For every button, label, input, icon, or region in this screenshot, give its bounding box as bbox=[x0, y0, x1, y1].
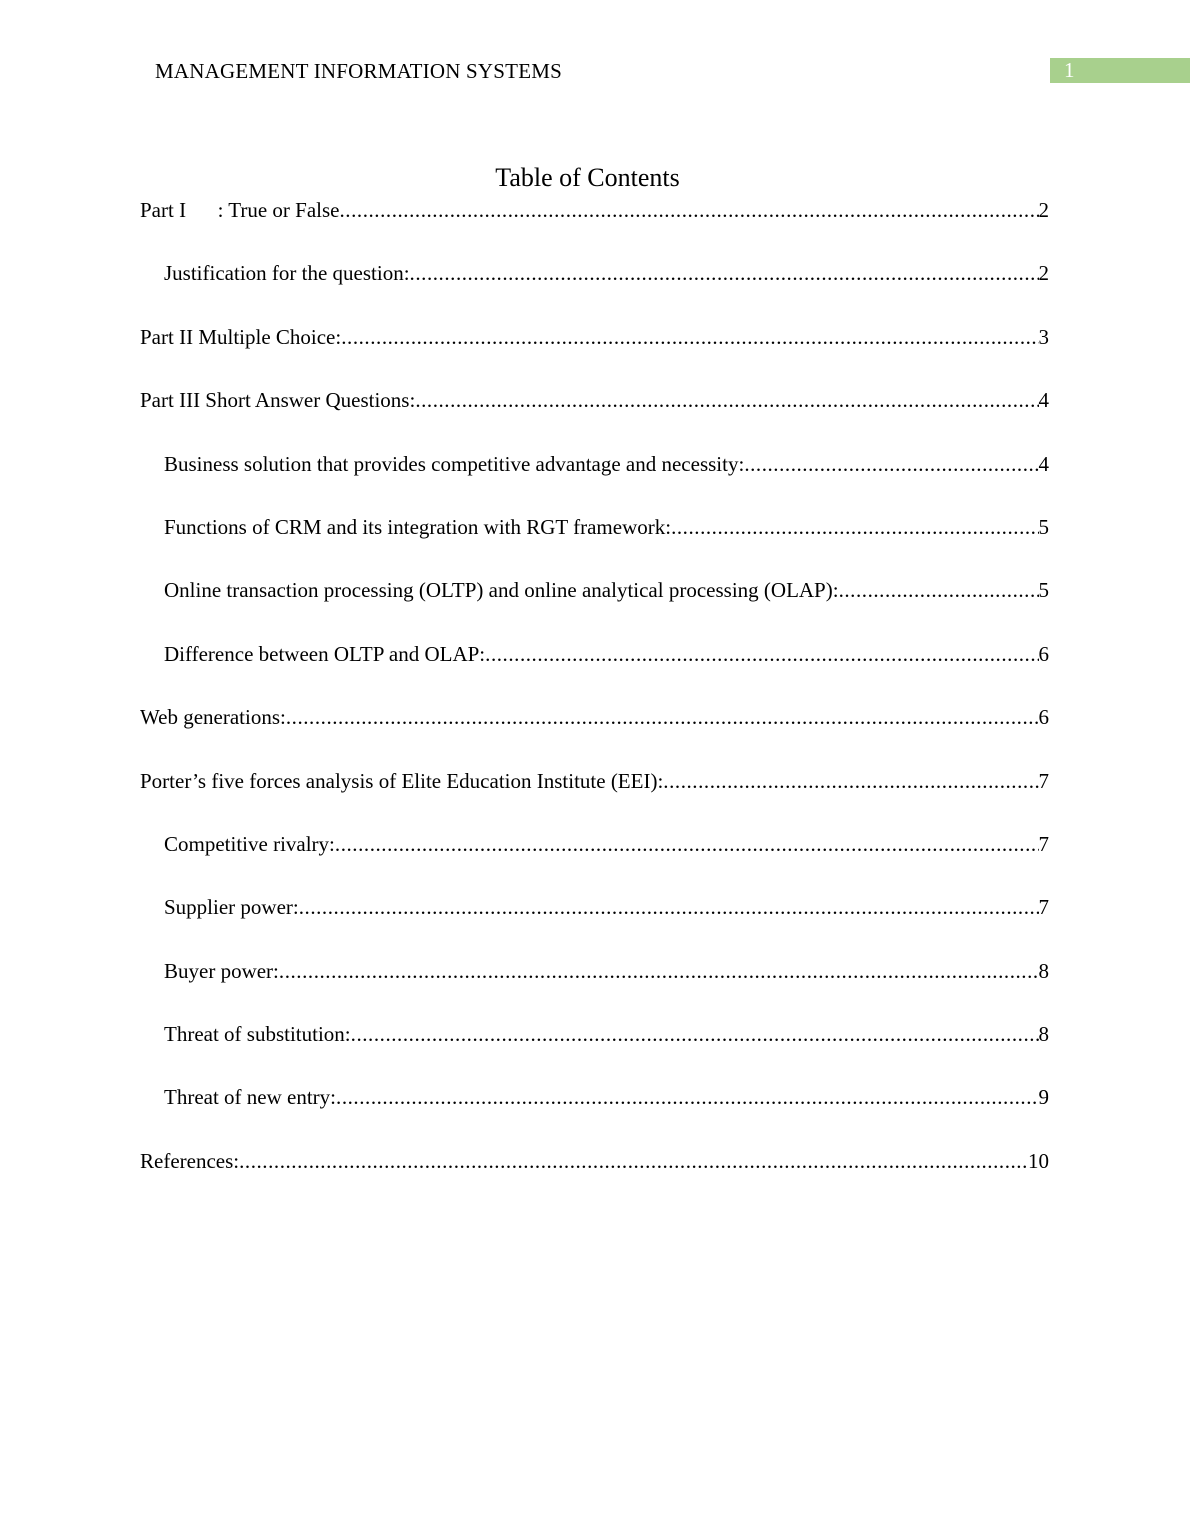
toc-dot-leader bbox=[415, 385, 1038, 415]
toc-entry[interactable] bbox=[140, 1019, 1049, 1082]
toc-entry-text[interactable]: Part I : True or False bbox=[140, 198, 340, 222]
toc-entry-page[interactable]: 6 bbox=[1038, 641, 1049, 666]
toc-entry-page[interactable]: 7 bbox=[1038, 831, 1049, 856]
toc-title: Table of Contents bbox=[495, 163, 680, 192]
toc-entry[interactable] bbox=[140, 1082, 1049, 1145]
toc-dot-leader bbox=[839, 575, 1039, 605]
toc-entry[interactable] bbox=[140, 956, 1049, 1019]
toc-entry-text[interactable]: References: bbox=[140, 1148, 240, 1173]
page-number: 1 bbox=[1064, 58, 1075, 82]
toc-entry-page[interactable]: 4 bbox=[1038, 388, 1049, 413]
toc-entry-page[interactable]: 2 bbox=[1038, 198, 1049, 222]
toc-dot-leader bbox=[340, 195, 1039, 225]
toc-dot-leader bbox=[239, 1146, 1028, 1176]
toc-entry-text[interactable]: Part II Multiple Choice: bbox=[140, 324, 342, 349]
toc-dot-leader bbox=[299, 892, 1039, 922]
toc-entry[interactable] bbox=[140, 449, 1049, 512]
toc-entry[interactable] bbox=[140, 575, 1049, 638]
toc-dot-leader bbox=[286, 702, 1039, 732]
toc-entry-text[interactable]: Supplier power: bbox=[164, 895, 299, 920]
toc-entry[interactable] bbox=[140, 892, 1049, 955]
toc-dot-leader bbox=[279, 956, 1039, 986]
toc-entry-text[interactable]: Online transaction processing (OLTP) and online analytical processing (OLAP): bbox=[164, 578, 839, 603]
toc-entry-page[interactable]: 5 bbox=[1038, 514, 1049, 539]
toc-dot-leader bbox=[351, 1019, 1039, 1049]
toc-entry-page[interactable]: 7 bbox=[1038, 895, 1049, 920]
toc-entry-page[interactable]: 7 bbox=[1038, 768, 1049, 793]
toc-entry-page[interactable]: 3 bbox=[1038, 324, 1049, 349]
toc-entry-text[interactable]: Business solution that provides competitive advantage and necessity: bbox=[164, 451, 745, 476]
toc-entry-text[interactable]: Web generations: bbox=[140, 705, 286, 730]
page-number-box bbox=[1050, 58, 1190, 83]
toc-entry-page[interactable]: 9 bbox=[1038, 1085, 1049, 1110]
toc-entry-page[interactable]: 6 bbox=[1038, 705, 1049, 730]
toc-dot-leader bbox=[336, 1082, 1038, 1112]
toc-entry[interactable] bbox=[140, 258, 1049, 321]
toc-entry-text[interactable]: Threat of new entry: bbox=[164, 1085, 337, 1110]
toc-entry[interactable] bbox=[140, 1146, 1049, 1209]
toc-entry[interactable] bbox=[140, 766, 1049, 829]
toc-entry-text[interactable]: Part III Short Answer Questions: bbox=[140, 388, 416, 413]
toc-list bbox=[140, 195, 1049, 1209]
toc-entry-page[interactable]: 8 bbox=[1038, 958, 1049, 983]
toc-entry-page[interactable]: 4 bbox=[1038, 451, 1049, 476]
toc-entry[interactable] bbox=[140, 195, 1049, 258]
toc-entry-text[interactable]: Threat of substitution: bbox=[164, 1022, 351, 1047]
running-head: MANAGEMENT INFORMATION SYSTEMS bbox=[155, 59, 562, 83]
toc-entry-text[interactable]: Buyer power: bbox=[164, 958, 279, 983]
toc-entry-page[interactable]: 5 bbox=[1038, 578, 1049, 603]
toc-entry[interactable] bbox=[140, 322, 1049, 385]
toc-entry[interactable] bbox=[140, 702, 1049, 765]
toc-entry[interactable] bbox=[140, 639, 1049, 702]
toc-entry[interactable] bbox=[140, 385, 1049, 448]
toc-entry-page[interactable]: 10 bbox=[1028, 1148, 1049, 1173]
toc-entry-page[interactable]: 8 bbox=[1038, 1022, 1049, 1047]
toc-entry[interactable] bbox=[140, 829, 1049, 892]
toc-entry-text[interactable]: Porter’s five forces analysis of Elite Education Institute (EEI): bbox=[140, 768, 664, 793]
toc-dot-leader bbox=[341, 322, 1038, 352]
toc-entry-text[interactable]: Justification for the question: bbox=[164, 261, 410, 286]
toc-dot-leader bbox=[744, 449, 1038, 479]
toc-dot-leader bbox=[335, 829, 1039, 859]
toc-entry[interactable] bbox=[140, 512, 1049, 575]
toc-entry-text[interactable]: Competitive rivalry: bbox=[164, 831, 335, 856]
toc-entry-text[interactable]: Difference between OLTP and OLAP: bbox=[164, 641, 486, 666]
toc-dot-leader bbox=[671, 512, 1038, 542]
toc-dot-leader bbox=[485, 639, 1038, 669]
toc-dot-leader bbox=[663, 766, 1038, 796]
toc-dot-leader bbox=[410, 258, 1039, 288]
toc-entry-text[interactable]: Functions of CRM and its integration with RGT framework: bbox=[164, 514, 672, 539]
toc-entry-page[interactable]: 2 bbox=[1038, 261, 1049, 286]
